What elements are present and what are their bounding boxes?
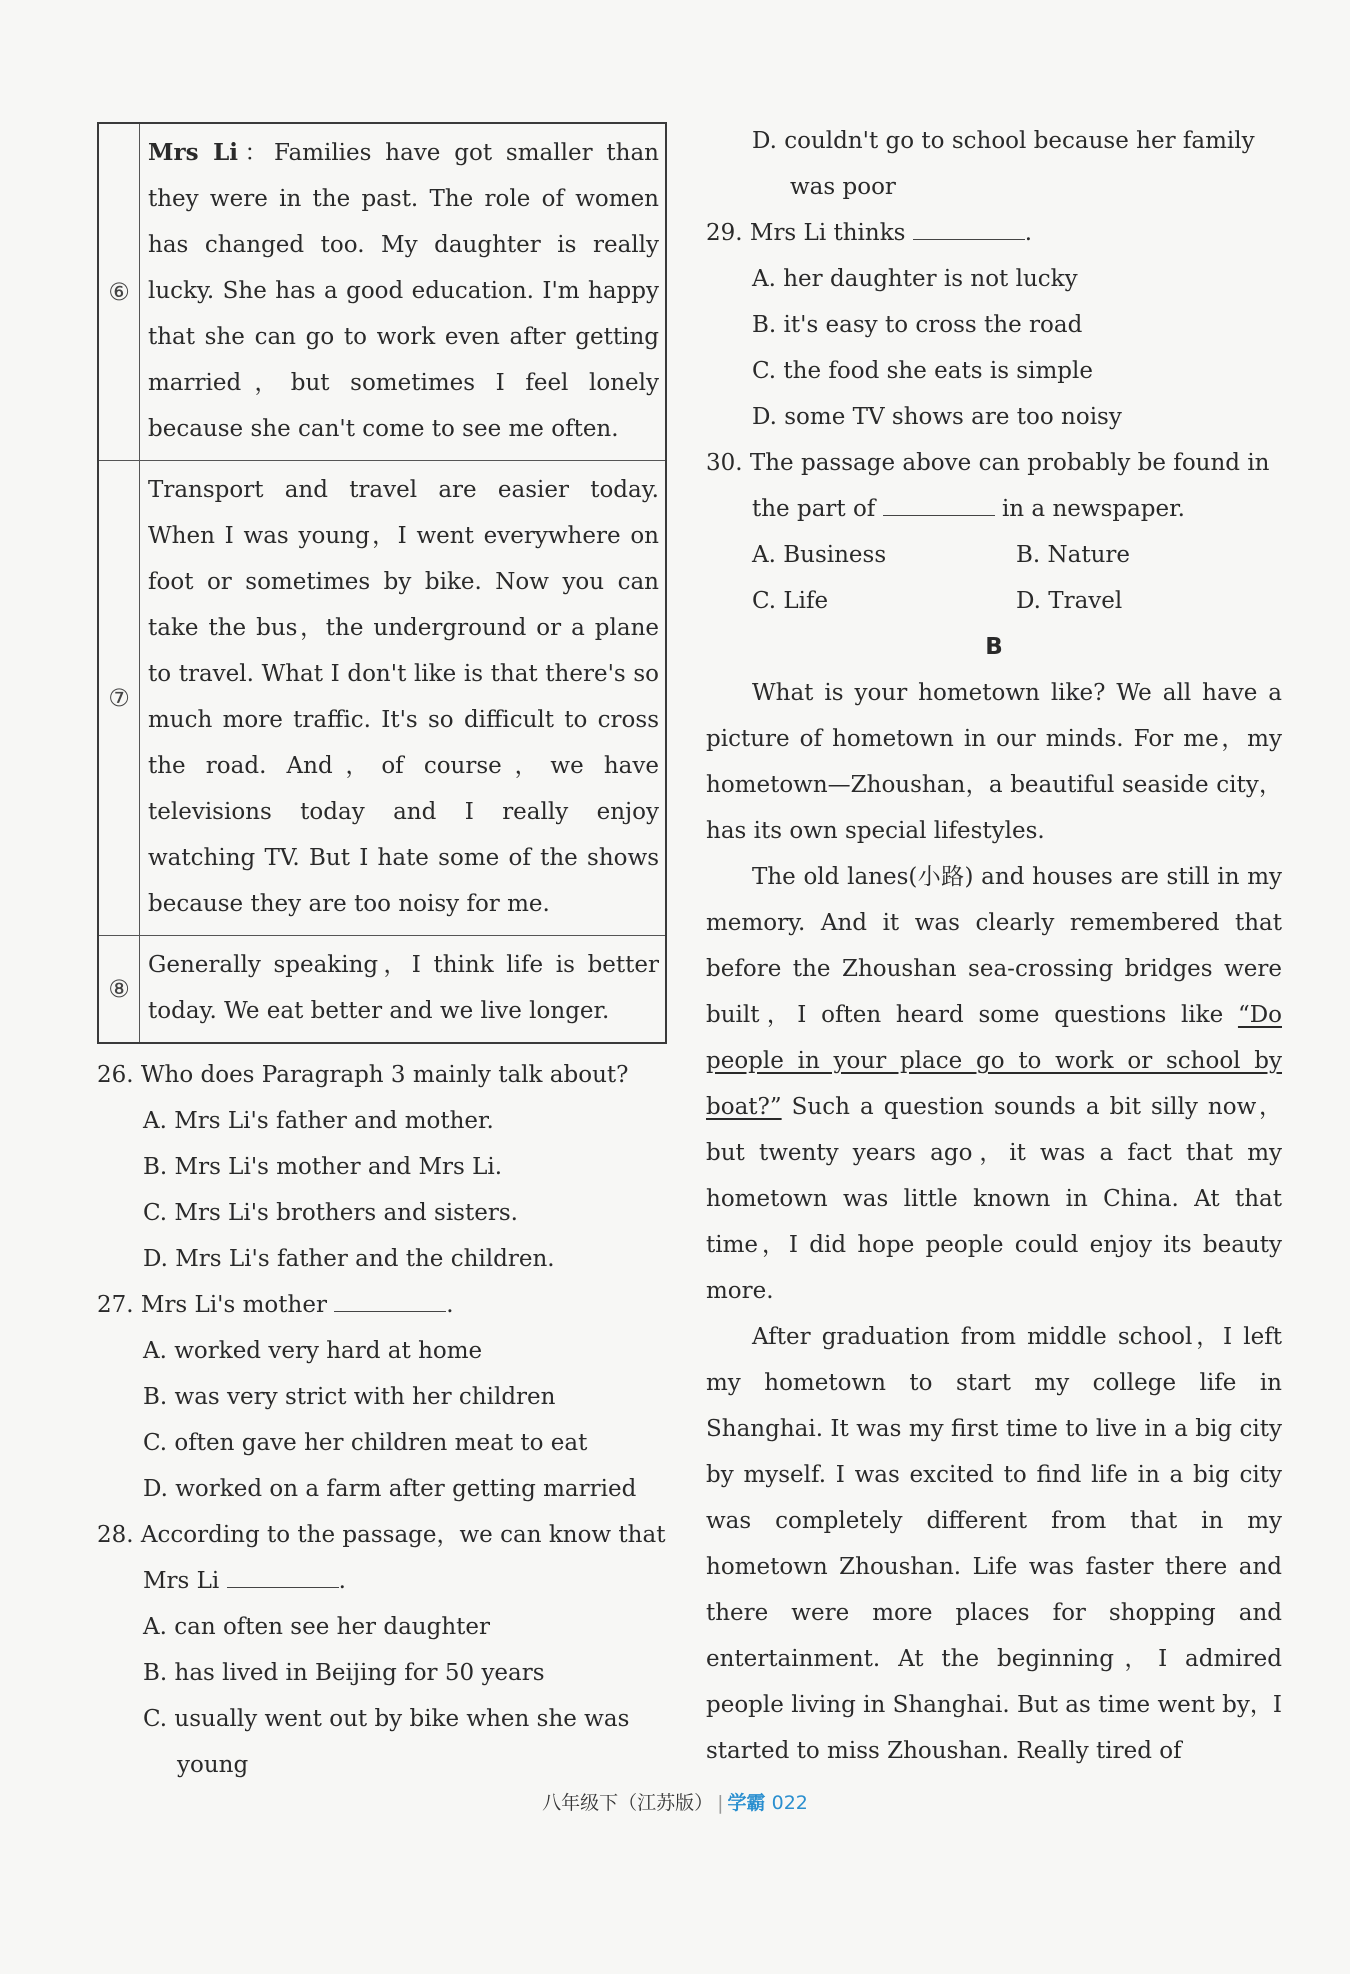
- question-29-stem: [706, 210, 1282, 256]
- option-c-cont: young: [177, 1752, 249, 1778]
- table-row: [98, 461, 666, 936]
- option-b[interactable]: B. was very strict with her children: [143, 1384, 556, 1410]
- question-27: [97, 1282, 669, 1512]
- interview-table: [97, 122, 667, 1044]
- option-d[interactable]: D. Travel: [1016, 588, 1123, 614]
- right-column: [706, 122, 1282, 1774]
- option-a[interactable]: A. can often see her daughter: [143, 1614, 490, 1640]
- stem-end: .: [1024, 220, 1033, 246]
- stem-end: .: [446, 1292, 454, 1318]
- question-30-options: [706, 532, 1282, 578]
- question-30-options: [706, 578, 1282, 624]
- option-b[interactable]: B. Mrs Li's mother and Mrs Li.: [143, 1154, 503, 1180]
- paragraph-text: The old lanes(小路) and houses are still in my memory. And it was clearly remembered that before the Zhoushan sea-crossing bridges were built，I often heard some questions like: [706, 864, 1282, 1028]
- paragraph-text: Such a question sounds a bit silly now，but twenty years ago，it was a fact that my hometown was little known in China. At that time，I did hope people could enjoy its beauty more.: [706, 1094, 1282, 1304]
- option-d[interactable]: D. Mrs Li's father and the children.: [143, 1246, 555, 1272]
- question-stem: 28. According to the passage，we can know that: [97, 1522, 666, 1548]
- paragraph-number: ⑧: [98, 936, 140, 1044]
- answer-blank[interactable]: [227, 1563, 339, 1588]
- stem-end: .: [338, 1568, 346, 1594]
- option-a[interactable]: A. Mrs Li's father and mother.: [143, 1108, 494, 1134]
- option-c[interactable]: C. the food she eats is simple: [752, 358, 1093, 384]
- option-c[interactable]: C. usually went out by bike when she was: [143, 1706, 630, 1732]
- option-a[interactable]: A. worked very hard at home: [143, 1338, 483, 1364]
- option-a[interactable]: A. her daughter is not lucky: [752, 266, 1078, 292]
- question-stem-cont: [97, 1558, 669, 1604]
- option-a[interactable]: A. Business: [752, 542, 887, 568]
- paragraph-text: Transport and travel are easier today. When I was young，I went everywhere on foot or sometimes by bike. Now you can take the bus，the underground or a plane to travel. What I don't like is that there's so much more traffic. It's so difficult to cross the road. And，of course，we have televisions today and I really enjoy watching TV. But I hate some of the shows because they are too noisy for me.: [140, 461, 667, 936]
- passage-paragraph: What is your hometown like? We all have a picture of hometown in our minds. For me，my hometown—Zhoushan，a beautiful seaside city，has its own special lifestyles.: [706, 680, 1282, 844]
- option-d[interactable]: D. couldn't go to school because her family: [752, 128, 1255, 154]
- page-number: 022: [771, 1792, 808, 1814]
- paragraph-number: ⑥: [98, 123, 140, 461]
- question-stem: [97, 1282, 669, 1328]
- option-b[interactable]: B. it's easy to cross the road: [752, 312, 1083, 338]
- stem-text: 29. Mrs Li thinks: [706, 220, 906, 246]
- option-b[interactable]: B. Nature: [1016, 542, 1131, 568]
- option-d[interactable]: D. some TV shows are too noisy: [752, 404, 1122, 430]
- stem-text: 27. Mrs Li's mother: [97, 1292, 327, 1318]
- option-c[interactable]: C. often gave her children meat to eat: [143, 1430, 588, 1456]
- question-30-stem: 30. The passage above can probably be found in: [706, 450, 1270, 476]
- footer-divider: |: [717, 1792, 724, 1814]
- question-stem: 26. Who does Paragraph 3 mainly talk about?: [97, 1062, 629, 1088]
- stem-text: in a newspaper.: [1001, 496, 1185, 522]
- question-26: [97, 1052, 669, 1282]
- answer-blank[interactable]: [913, 215, 1025, 240]
- answer-blank[interactable]: [334, 1287, 446, 1312]
- speaker-name: Mrs Li: [148, 139, 238, 166]
- option-d[interactable]: D. worked on a farm after getting married: [143, 1476, 637, 1502]
- table-row: [98, 123, 666, 461]
- table-row: [98, 936, 666, 1044]
- option-c[interactable]: C. Mrs Li's brothers and sisters.: [143, 1200, 518, 1226]
- underlined-question: “Do people in your place go to work or school by boat?”: [706, 1002, 1282, 1120]
- grade-label: 八年级下（江苏版）: [542, 1792, 714, 1814]
- stem-text: Mrs Li: [143, 1568, 220, 1594]
- option-c[interactable]: C. Life: [752, 588, 829, 614]
- passage-paragraph: [706, 854, 1282, 1314]
- question-30-stem-cont: [706, 486, 1282, 532]
- brand-logo: 学霸: [727, 1792, 766, 1814]
- option-d-cont: was poor: [790, 174, 896, 200]
- answer-blank[interactable]: [883, 491, 995, 516]
- paragraph-number: ⑦: [98, 461, 140, 936]
- paragraph-text: Generally speaking，I think life is better today. We eat better and we live longer.: [140, 936, 667, 1044]
- question-28: [97, 1512, 669, 1788]
- paragraph-body: ：Families have got smaller than they were in the past. The role of women has changed too. My daughter is really lucky. She has a good education. I'm happy that she can go to work even after getting married，but sometimes I feel lonely because she can't come to see me often.: [148, 140, 659, 442]
- section-heading: B: [985, 634, 1003, 660]
- stem-text: the part of: [752, 496, 876, 522]
- left-column: [97, 122, 669, 1788]
- page-footer: [0, 1788, 1350, 1815]
- passage-paragraph: After graduation from middle school，I left my hometown to start my college life in Shanghai. It was my first time to live in a big city by myself. I was excited to find life in a big city was completely different from that in my hometown Zhoushan. Life was faster there and there were more places for shopping and entertainment. At the beginning，I admired people living in Shanghai. But as time went by，I started to miss Zhoushan. Really tired of: [706, 1324, 1282, 1764]
- option-b[interactable]: B. has lived in Beijing for 50 years: [143, 1660, 545, 1686]
- paragraph-text: [140, 123, 667, 461]
